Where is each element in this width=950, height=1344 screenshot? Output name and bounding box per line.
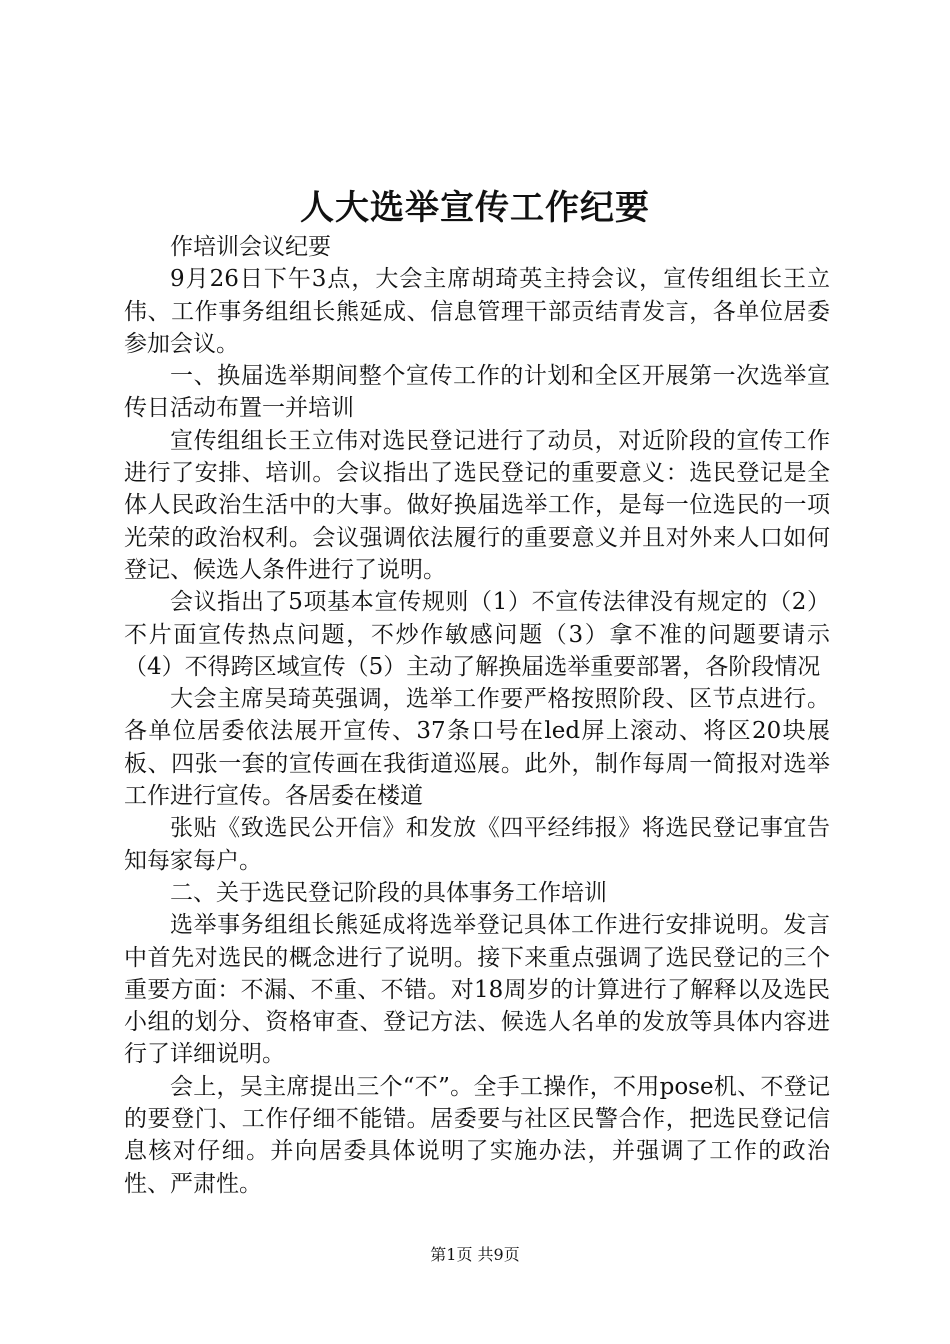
paragraph: 选举事务组组长熊延成将选举登记具体工作进行安排说明。发言中首先对选民的概念进行了说明。接下来重点强调了选民登记的三个重要方面：不漏、不重、不错。对18周岁的计算进行了解释以及选民小组的划分、资格审查、登记方法、候选人名单的发放等具体内容进行了详细说明。	[124, 912, 830, 1068]
paragraph: 二、关于选民登记阶段的具体事务工作培训	[170, 879, 607, 906]
paragraph: 张贴《致选民公开信》和发放《四平经纬报》将选民登记事宜告知每家每户。	[124, 815, 830, 874]
paragraph: 大会主席吴琦英强调，选举工作要严格按照阶段、区节点进行。各单位居委依法展开宣传、37条口号在led屏上滚动、将区20块展板、四张一套的宣传画在我街道巡展。此外，制作每周一简报对选举工作进行宣传。各居委在楼道	[124, 686, 830, 810]
document-body	[124, 231, 830, 1200]
paragraph: 一、换届选举期间整个宣传工作的计划和全区开展第一次选举宣传日活动布置一并培训	[124, 363, 830, 422]
paragraph: 9月26日下午3点，大会主席胡琦英主持会议，宣传组组长王立伟、工作事务组组长熊延成、信息管理干部贡结青发言，各单位居委参加会议。	[124, 266, 830, 357]
paragraph: 会议指出了5项基本宣传规则（1）不宣传法律没有规定的（2）不片面宣传热点问题，不炒作敏感问题（3）拿不准的问题要请示（4）不得跨区域宣传（5）主动了解换届选举重要部署，各阶段情况	[124, 589, 830, 680]
paragraph: 作培训会议纪要	[170, 234, 331, 260]
paragraph: 会上，吴主席提出三个“不”。全手工操作，不用pose机、不登记的要登门、工作仔细不能错。居委要与社区民警合作，把选民登记信息核对仔细。并向居委具体说明了实施办法，并强调了工作的政治性、严肃性。	[124, 1073, 830, 1197]
document-title: 人大选举宣传工作纪要	[300, 188, 650, 228]
page-number-footer: 第1页 共9页	[430, 1245, 520, 1264]
paragraph: 宣传组组长王立伟对选民登记进行了动员，对近阶段的宣传工作进行了安排、培训。会议指出了选民登记的重要意义：选民登记是全体人民政治生活中的大事。做好换届选举工作，是每一位选民的一项光荣的政治权利。会议强调依法履行的重要意义并且对外来人口如何登记、候选人条件进行了说明。	[124, 427, 830, 583]
